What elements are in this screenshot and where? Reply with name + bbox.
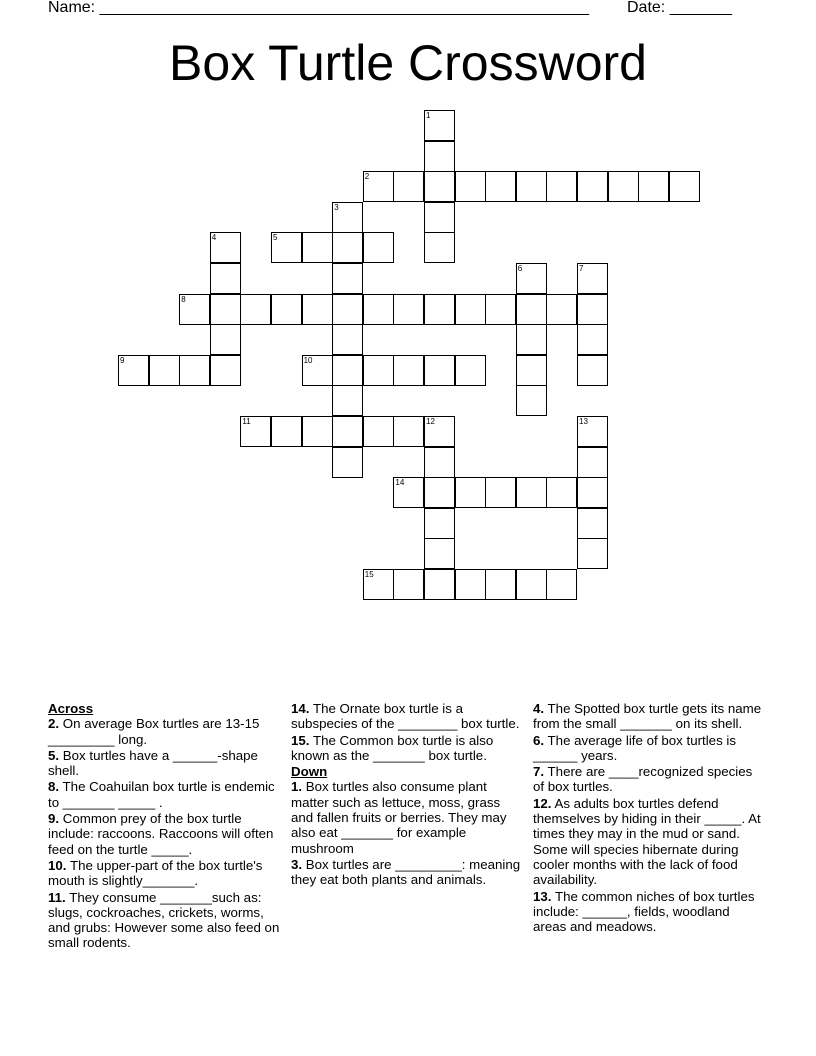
grid-cell[interactable] — [485, 171, 516, 202]
grid-cell[interactable] — [455, 477, 486, 508]
grid-cell[interactable] — [302, 294, 333, 325]
grid-cell[interactable] — [455, 171, 486, 202]
grid-cell[interactable] — [332, 263, 363, 294]
grid-cell[interactable] — [210, 263, 241, 294]
grid-cell[interactable] — [424, 447, 455, 478]
grid-cell[interactable] — [210, 294, 241, 325]
grid-cell[interactable] — [179, 355, 210, 386]
grid-cell[interactable] — [577, 324, 608, 355]
grid-cell[interactable] — [516, 263, 547, 294]
grid-cell[interactable] — [577, 477, 608, 508]
clue-text: The Spotted box turtle gets its name from the small _______ on its shell. — [533, 701, 762, 732]
grid-cell[interactable] — [149, 355, 180, 386]
clue-item — [48, 890, 280, 951]
clue-text: Box turtles also consume plant matter such as lettuce, moss, grass and fallen fruits or berries. They may also eat _______ for example mushroom — [291, 779, 507, 856]
grid-cell[interactable] — [577, 508, 608, 539]
cell-number: 12 — [426, 417, 435, 426]
clue-item — [533, 764, 765, 795]
grid-cell[interactable] — [577, 171, 608, 202]
grid-cell[interactable] — [485, 294, 516, 325]
grid-cell[interactable] — [455, 355, 486, 386]
clue-item — [48, 716, 280, 747]
clue-number: 5. — [48, 747, 60, 763]
clue-text: The common niches of box turtles include: ______, fields, woodland areas and meadows. — [533, 888, 755, 935]
grid-cell[interactable] — [638, 171, 669, 202]
grid-cell[interactable] — [424, 416, 455, 447]
grid-cell[interactable] — [271, 232, 302, 263]
grid-cell[interactable] — [393, 294, 424, 325]
clue-item — [291, 779, 523, 855]
grid-cell[interactable] — [302, 232, 333, 263]
clue-number: 15. — [291, 732, 310, 748]
grid-cell[interactable] — [332, 416, 363, 447]
grid-cell[interactable] — [393, 355, 424, 386]
grid-cell[interactable] — [424, 202, 455, 233]
page-title: Box Turtle Crossword — [169, 35, 647, 91]
grid-cell[interactable] — [546, 171, 577, 202]
grid-cell[interactable] — [424, 294, 455, 325]
grid-cell[interactable] — [455, 569, 486, 600]
grid-cell[interactable] — [332, 355, 363, 386]
grid-cell[interactable] — [516, 477, 547, 508]
grid-cell[interactable] — [240, 294, 271, 325]
clue-text: The Common box turtle is also known as the _______ box turtle. — [291, 732, 494, 763]
grid-cell[interactable] — [516, 569, 547, 600]
clue-number: 3. — [291, 856, 303, 872]
across-heading: Across — [48, 701, 94, 716]
clue-number: 9. — [48, 811, 60, 827]
grid-cell[interactable] — [332, 294, 363, 325]
clue-text: There are ____recognized species of box turtles. — [533, 764, 753, 795]
grid-cell[interactable] — [424, 110, 455, 141]
cell-number: 15 — [364, 570, 374, 579]
clue-text: The Coahuilan box turtle is endemic to _______ _____ . — [48, 779, 275, 810]
clue-text: As adults box turtles defend themselves by hiding in their _____. At times they may in the mud or sand. Some will species hibernate during cooler months with the lack of food availability. — [533, 795, 761, 888]
grid-cell[interactable] — [393, 569, 424, 600]
grid-cell[interactable] — [210, 324, 241, 355]
grid-cell[interactable] — [485, 569, 516, 600]
grid-cell[interactable] — [424, 171, 455, 202]
clue-number: 4. — [533, 701, 545, 716]
grid-cell[interactable] — [302, 416, 333, 447]
grid-cell[interactable] — [118, 355, 149, 386]
cell-number: 9 — [120, 355, 125, 365]
grid-cell[interactable] — [424, 508, 455, 539]
grid-cell[interactable] — [577, 538, 608, 569]
grid-cell[interactable] — [516, 294, 547, 325]
clue-number: 2. — [48, 716, 60, 732]
grid-cell[interactable] — [516, 171, 547, 202]
clue-number: 13. — [533, 888, 552, 904]
name-field-line: Name: _______________________________________________________ — [48, 0, 589, 16]
grid-cell[interactable] — [577, 294, 608, 325]
grid-cell[interactable] — [577, 355, 608, 386]
clue-number: 10. — [48, 857, 67, 873]
clue-item — [48, 779, 280, 810]
clue-text: Common prey of the box turtle include: raccoons. Raccoons will often feed on the turtle _____. — [48, 811, 274, 857]
clue-item — [48, 811, 280, 857]
grid-cell[interactable] — [424, 477, 455, 508]
grid-cell[interactable] — [577, 416, 608, 447]
grid-cell[interactable] — [363, 294, 394, 325]
clue-item — [291, 701, 523, 732]
grid-cell[interactable] — [393, 171, 424, 202]
grid-cell[interactable] — [485, 477, 516, 508]
grid-cell[interactable] — [363, 416, 394, 447]
grid-cell[interactable] — [240, 416, 271, 447]
grid-cell[interactable] — [271, 416, 302, 447]
clue-text: The Ornate box turtle is a subspecies of the ________ box turtle. — [291, 701, 520, 732]
grid-cell[interactable] — [393, 416, 424, 447]
cell-number: 3 — [334, 202, 339, 212]
clue-number: 14. — [291, 701, 310, 716]
clue-number: 12. — [533, 795, 552, 811]
cell-number: 1 — [426, 111, 431, 120]
clue-item — [533, 796, 765, 888]
clue-number: 7. — [533, 764, 545, 780]
grid-cell[interactable] — [516, 355, 547, 386]
cell-number: 8 — [181, 294, 186, 304]
grid-cell[interactable] — [210, 232, 241, 263]
cell-number: 4 — [211, 233, 217, 243]
clue-item — [48, 748, 280, 779]
grid-cell[interactable] — [546, 569, 577, 600]
clues-column-3 — [533, 701, 765, 935]
grid-cell[interactable] — [363, 355, 394, 386]
grid-cell[interactable] — [363, 232, 394, 263]
grid-cell[interactable] — [210, 355, 241, 386]
grid-cell[interactable] — [332, 447, 363, 478]
grid-cell[interactable] — [608, 171, 639, 202]
cell-number: 10 — [303, 355, 313, 365]
grid-cell[interactable] — [424, 569, 455, 600]
cell-number: 5 — [273, 233, 278, 243]
grid-cell[interactable] — [577, 447, 608, 478]
cell-number: 6 — [517, 264, 523, 273]
grid-cell[interactable] — [424, 538, 455, 569]
down-heading: Down — [291, 764, 328, 780]
clue-text: On average Box turtles are 13-15 _________ long. — [48, 716, 260, 747]
grid-cell[interactable] — [332, 232, 363, 263]
clue-text: They consume _______such as: slugs, cockroaches, crickets, worms, and grubs: However some also feed on small rodents. — [48, 889, 280, 951]
clue-item — [48, 858, 280, 889]
clue-item — [291, 733, 523, 764]
clue-text: Box turtles have a ______-shape shell. — [48, 747, 258, 779]
clue-text: The average life of box turtles is ______ years. — [533, 732, 737, 763]
cell-number: 2 — [364, 172, 370, 182]
cell-number: 7 — [579, 264, 584, 273]
cell-number: 14 — [395, 478, 405, 488]
grid-cell[interactable] — [363, 569, 394, 600]
grid-cell[interactable] — [424, 232, 455, 263]
clue-number: 8. — [48, 779, 60, 795]
cell-number: 13 — [579, 417, 588, 426]
grid-cell[interactable] — [424, 141, 455, 172]
clue-number: 6. — [533, 732, 545, 748]
grid-cell[interactable] — [302, 355, 333, 386]
grid-cell[interactable] — [393, 477, 424, 508]
grid-cell[interactable] — [516, 385, 547, 416]
clues-column-2 — [291, 701, 523, 889]
cell-number: 11 — [242, 417, 251, 426]
clue-item — [533, 889, 765, 935]
grid-cell[interactable] — [332, 202, 363, 233]
grid-cell[interactable] — [424, 355, 455, 386]
grid-cell[interactable] — [669, 171, 700, 202]
clue-text: The upper-part of the box turtle's mouth is slightly_______. — [48, 857, 263, 889]
grid-cell[interactable] — [546, 477, 577, 508]
grid-cell[interactable] — [271, 294, 302, 325]
clue-item — [533, 733, 765, 764]
grid-cell[interactable] — [516, 324, 547, 355]
clue-text: Box turtles are _________: meaning they eat both plants and animals. — [291, 856, 521, 888]
clue-number: 11. — [48, 889, 66, 905]
clue-item — [533, 701, 765, 732]
grid-cell[interactable] — [179, 294, 210, 325]
grid-cell[interactable] — [455, 294, 486, 325]
grid-cell[interactable] — [363, 171, 394, 202]
grid-cell[interactable] — [332, 385, 363, 416]
date-field-line: Date: _______ — [627, 0, 732, 16]
grid-cell[interactable] — [332, 324, 363, 355]
clue-number: 1. — [291, 779, 303, 795]
clues-column-1 — [48, 701, 280, 952]
grid-cell[interactable] — [577, 263, 608, 294]
grid-cell[interactable] — [546, 294, 577, 325]
clue-item — [291, 857, 523, 888]
